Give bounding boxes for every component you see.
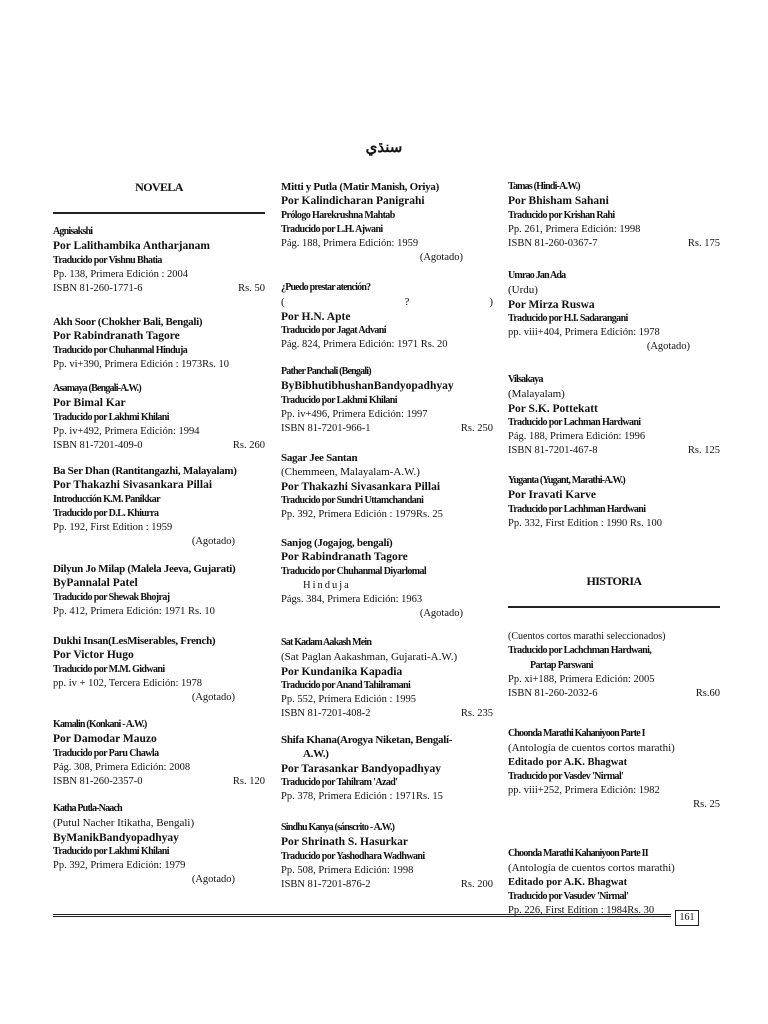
book-entry <box>281 733 493 821</box>
book-title: Pather Panchali (Bengali) <box>281 366 371 377</box>
section-rule <box>53 212 265 214</box>
out-of-print-label: (Agotado) <box>646 341 690 353</box>
book-entry <box>53 718 265 802</box>
book-title: Dukhi Insan(LesMiserables, French) <box>53 635 216 647</box>
book-isbn-line: ISBN 81-260-2032-6 Rs.60 <box>508 688 720 700</box>
book-isbn-line: ISBN 81-7201-409-0 Rs. 260 <box>53 440 265 452</box>
book-entry <box>281 536 493 636</box>
book-subtitle: (Antología de cuentos cortos marathi) <box>508 862 675 875</box>
book-author: ByPannalal Patel <box>53 577 138 590</box>
book-subtitle: (Sat Paglan Aakashman, Gujarati-A.W.) <box>281 651 458 664</box>
book-entry <box>281 451 493 536</box>
book-isbn-line: ISBN 81-260-1771-6 Rs. 50 <box>53 283 265 295</box>
book-translator: Traducido por Chuhanmal Hinduja <box>53 344 188 356</box>
book-translator: Traducido por Lachman Hardwani <box>508 416 641 428</box>
book-author: Por Thakazhi Sivasankara Pillai <box>53 479 213 492</box>
book-title: Sanjog (Jogajog, bengalí) <box>281 537 393 549</box>
book-entry <box>281 365 493 451</box>
book-entry <box>281 636 493 733</box>
book-translator: Traducido por Lakhmi Khilani <box>281 394 397 406</box>
book-prologue: Prólogo Harekrushna Mahtab <box>281 209 395 221</box>
book-translator: Traducido por Vasdev 'Nirmal' <box>508 770 624 782</box>
book-author: Por Iravati Karve <box>508 489 596 502</box>
book-title: Dilyun Jo Milap (Malela Jeeva, Gujarati) <box>53 563 236 575</box>
book-entry <box>508 847 720 918</box>
column-1 <box>53 180 265 888</box>
book-pages: Pp. 378, Primera Edición : 1971Rs. 15 <box>281 791 443 803</box>
book-title: Akh Soor (Chokher Bali, Bengali) <box>53 316 203 328</box>
book-title: Kamalin (Konkani - A.W.) <box>53 719 147 730</box>
book-title: Sat Kadam Aakash Mein <box>281 637 372 648</box>
book-pages: Pp. 332, First Edition : 1990 Rs. 100 <box>508 517 663 529</box>
book-pages: Pp. 552, Primera Edición : 1995 <box>281 694 417 706</box>
book-pages: Pp. 138, Primera Edición : 2004 <box>53 268 189 280</box>
book-translator: Traducido por Jagat Advani <box>281 324 386 336</box>
book-translator: Traducido por H.I. Sadarangani <box>508 312 628 324</box>
section-title-novela: NOVELA <box>135 180 183 194</box>
book-author: Por Bimal Kar <box>53 397 126 410</box>
book-subtitle: (Malayalam) <box>508 388 565 401</box>
book-subtitle: (Putul Nacher Itikatha, Bengali) <box>53 817 195 830</box>
book-entry <box>53 634 265 718</box>
section-title-historia: HISTORIA <box>586 574 642 588</box>
book-translator: Traducido por Vishnu Bhatia <box>53 254 162 266</box>
book-pages: Pp. iv+496, Primera Edición: 1997 <box>281 408 428 420</box>
book-author: Por S.K. Pottekatt <box>508 402 598 415</box>
book-translator: Traducido por Shewak Bhojraj <box>53 591 170 603</box>
book-entry <box>508 373 720 474</box>
book-pages: Pág. 824, Primera Edición: 1971 Rs. 20 <box>281 339 448 351</box>
book-translator: Traducido por L.H. Ajwani <box>281 223 383 235</box>
book-author: Por Mirza Ruswa <box>508 298 595 311</box>
book-pages: Pp. xi+188, Primera Edición: 2005 <box>508 673 655 685</box>
book-author: Por Damodar Mauzo <box>53 733 157 746</box>
out-of-print-label: (Agotado) <box>191 874 235 886</box>
book-translator: Traducido por Yashodhara Wadhwani <box>281 850 425 862</box>
page-number: 161 <box>675 910 699 926</box>
book-subtitle: (Cuentos cortos marathi seleccionados) <box>508 631 666 642</box>
book-subtitle: ( ? ) <box>281 296 493 309</box>
book-pages: Pág. 308, Primera Edición: 2008 <box>53 761 191 773</box>
book-entry <box>281 180 493 281</box>
book-subtitle: (Chemmeen, Malayalam-A.W.) <box>281 466 420 479</box>
book-pages: pp. viii+252, Primera Edición: 1982 <box>508 785 660 797</box>
book-isbn-line: ISBN 81-260-0367-7 Rs. 175 <box>508 238 720 250</box>
book-title: Vilsakaya <box>508 374 543 385</box>
book-translator: Traducido por Lakhmi Khilani <box>53 411 169 423</box>
book-isbn-line: ISBN 81-7201-408-2 Rs. 235 <box>281 708 493 720</box>
book-entry <box>53 464 265 562</box>
book-title: Mitti y Putla (Matir Manish, Oriya) <box>281 181 439 193</box>
book-pages: Pp. 392, Primera Edición: 1979 <box>53 860 186 872</box>
book-isbn-line: ISBN 81-7201-966-1 Rs. 250 <box>281 423 493 435</box>
book-entry <box>508 180 720 269</box>
book-author: Por Thakazhi Sivasankara Pillai <box>281 480 441 493</box>
book-author: Por Kalindicharan Panigrahi <box>281 195 425 208</box>
book-title: Umrao Jan Ada <box>508 270 566 281</box>
book-introduction: Introducción K.M. Panikkar <box>53 493 161 505</box>
book-pages: Pp. 261, Primera Edición: 1998 <box>508 223 641 235</box>
book-entry <box>281 281 493 365</box>
book-isbn-line: ISBN 81-7201-467-8 Rs. 125 <box>508 445 720 457</box>
book-author: Por Shrinath S. Hasurkar <box>281 836 408 849</box>
book-pages: Pág. 188, Primera Edición: 1996 <box>508 431 646 443</box>
column-2 <box>281 180 493 892</box>
book-isbn-line: ISBN 81-260-2357-0 Rs. 120 <box>53 776 265 788</box>
book-pages: Pág. 188, Primera Edición: 1959 <box>281 238 419 250</box>
book-author: Por Bhisham Sahani <box>508 195 609 208</box>
book-entry <box>508 269 720 373</box>
book-title-continued: A.W.) <box>303 748 329 761</box>
book-title: ¿Puedo prestar atención? <box>281 282 371 293</box>
book-author: Por H.N. Apte <box>281 310 351 323</box>
book-translator: Traducido por Vasudev 'Nirmal' <box>508 890 629 902</box>
book-isbn-line: ISBN 81-7201-876-2 Rs. 200 <box>281 879 493 891</box>
book-translator: Traducido por Paru Chawla <box>53 747 159 759</box>
book-price: Rs. 25 <box>693 799 720 811</box>
book-entry <box>53 225 265 315</box>
book-subtitle: (Antología de cuentos cortos marathi) <box>508 742 675 755</box>
book-title: Katha Putla-Naach <box>53 803 122 814</box>
book-editor: Editado por A.K. Bhagwat <box>508 876 628 888</box>
book-translator: Traducido por Krishan Rahi <box>508 209 615 221</box>
book-author: Por Tarasankar Bandyopadhyay <box>281 762 441 775</box>
book-translator: Traducido por Chuhanmal Diyarlomal <box>281 565 427 577</box>
book-translator-surname: Hinduja <box>303 579 351 591</box>
book-title: Yuganta (Yugant, Marathi-A.W.) <box>508 475 625 486</box>
book-translator: Traducido por Lakhmi Khilani <box>53 845 169 857</box>
book-pages: Pp. 192, First Edition : 1959 <box>53 522 173 534</box>
book-translator: Traducido por Tahilram 'Azad' <box>281 776 398 788</box>
book-translator: Traducido por Anand Tahilramani <box>281 679 411 691</box>
book-author: Por Victor Hugo <box>53 649 134 662</box>
book-pages: Pp. 508, Primera Edición: 1998 <box>281 864 414 876</box>
book-title: Choonda Marathi Kahaniyoon Parte I <box>508 728 645 739</box>
book-author: ByBibhutibhushanBandyopadhyay <box>281 380 454 393</box>
book-author: Por Kundanika Kapadia <box>281 665 403 678</box>
out-of-print-label: (Agotado) <box>419 608 463 620</box>
book-title: Agnisakshi <box>53 226 93 237</box>
book-pages: Págs. 384, Primera Edición: 1963 <box>281 594 423 606</box>
book-pages: Pp. 226, First Edition : 1984Rs. 30 <box>508 905 655 917</box>
book-pages: Pp. 392, Primera Edición : 1979Rs. 25 <box>281 509 443 521</box>
book-title: Shifa Khana(Arogya Niketan, Bengalí- <box>281 734 453 746</box>
book-title: Asamaya (Bengali-A.W.) <box>53 383 141 394</box>
book-entry <box>508 474 720 574</box>
book-entry <box>281 821 493 892</box>
book-title: Choonda Marathi Kahaniyoon Parte II <box>508 848 648 859</box>
book-entry <box>53 562 265 634</box>
out-of-print-label: (Agotado) <box>191 536 235 548</box>
book-pages: Pp. vi+390, Primera Edición : 1973Rs. 10 <box>53 358 229 370</box>
footer-rule <box>53 914 671 917</box>
book-author: Por Lalithambika Antharjanam <box>53 240 210 253</box>
book-translator: Traducido por Lachchman Hardwani, <box>508 645 652 657</box>
column-3 <box>508 180 720 918</box>
book-translator-2: Partap Parswani <box>530 659 593 671</box>
book-pages: pp. iv + 102, Tercera Edición: 1978 <box>53 677 203 689</box>
book-pages: pp. viii+404, Primera Edición: 1978 <box>508 327 660 339</box>
book-title: Ba Ser Dhan (Rantitangazhi, Malayalam) <box>53 465 237 477</box>
book-translator: Traducido por D.L. Khiurra <box>53 507 159 519</box>
page-heading: سنڌي <box>365 140 403 156</box>
book-author: ByManikBandyopadhyay <box>53 831 179 844</box>
book-title: Sindhu Kanya (sánscrito - A.W.) <box>281 822 395 833</box>
book-entry <box>508 727 720 847</box>
section-rule <box>508 606 720 608</box>
out-of-print-label: (Agotado) <box>191 692 235 704</box>
book-pages: Pp. iv+492, Primera Edición: 1994 <box>53 425 200 437</box>
book-editor: Editado por A.K. Bhagwat <box>508 756 628 768</box>
book-translator: Traducido por Lachhman Hardwani <box>508 503 646 515</box>
book-title: Tamas (Hindi-A.W.) <box>508 181 580 192</box>
book-author: Por Rabindranath Tagore <box>281 551 408 564</box>
book-entry <box>53 802 265 888</box>
book-author: Por Rabindranath Tagore <box>53 330 180 343</box>
book-title: Sagar Jee Santan <box>281 452 358 464</box>
book-entry <box>53 382 265 464</box>
book-entry <box>53 315 265 382</box>
book-translator: Traducido por Sundri Uttamchandani <box>281 494 424 506</box>
out-of-print-label: (Agotado) <box>419 252 463 264</box>
book-subtitle: (Urdu) <box>508 284 538 297</box>
book-pages: Pp. 412, Primera Edición: 1971 Rs. 10 <box>53 605 215 617</box>
book-translator: Traducido por M.M. Gidwani <box>53 663 165 675</box>
book-entry <box>508 630 720 727</box>
